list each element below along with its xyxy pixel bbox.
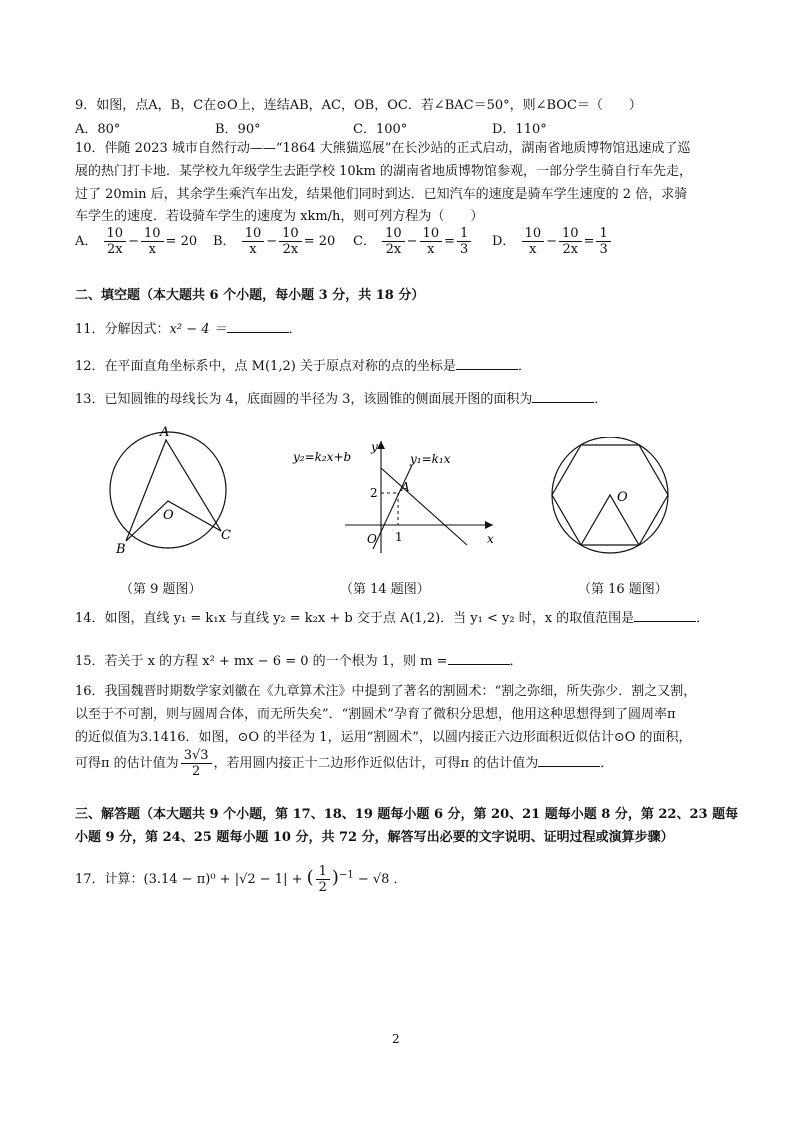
fig14-label-1: 1 [395, 530, 403, 544]
q11: 11．分解因式：x² − 4 ＝ ． [75, 319, 302, 339]
q10-line3: 过了 20min 后，其余学生乘汽车出发，结果他们同时到达．已知汽车的速度是骑车学生速度的 2 倍，求骑 [75, 187, 688, 202]
q16-line4: 可得π 的估计值为 $\frac{3√3}{2}$ ，若用圆内接正十二边形作近似估计，可得π 的估计值为 ． [75, 748, 614, 779]
q14-answer-blank[interactable] [634, 608, 696, 622]
q12: 12．在平面直角坐标系中，点 M(1,2) 关于原点对称的点的坐标是 ． [75, 356, 531, 376]
section-2-heading: 二、填空题（本大题共 6 个小题，每小题 3 分，共 18 分） [75, 288, 425, 303]
q11-answer-blank[interactable] [227, 319, 289, 333]
q15-answer-blank[interactable] [448, 651, 510, 665]
q12-answer-blank[interactable] [456, 356, 518, 370]
q10-line4: 车学生的速度．若设骑车学生的速度为 xkm/h，则可列方程为（ ） [75, 209, 484, 224]
q13: 13．已知圆锥的母线长为 4，底面圆的半径为 3，该圆锥的侧面展开图的面积为 ． [75, 389, 607, 409]
fig14-label-2: 2 [370, 486, 378, 500]
figure-14 [285, 435, 505, 555]
fig14-label-o: O [367, 532, 377, 546]
q16-line3: 的近似值为3.1416．如图，⊙O 的半径为 1，运用“割圆术”，以圆内接正六边形面积近似估计⊙O 的面积， [75, 730, 692, 745]
fig9-label-b: B [116, 542, 126, 557]
section-3-heading-line1: 三、解答题（本大题共 9 个小题，第 17、18、19 题每小题 6 分，第 20、21 题每小题 8 分，第 22、23 题每 [75, 807, 739, 822]
q9-stem: 9．如图，点A，B，C在⊙O上，连结AB，AC，OB，OC．若∠BAC＝50°，则∠BOC＝（ ） [75, 98, 642, 113]
fig14-caption: （第 14 题图） [340, 582, 430, 597]
fig9-label-o: O [163, 508, 174, 523]
q9-option-a: A．80° [75, 122, 121, 137]
figure-16 [545, 437, 675, 567]
fig14-label-y2: y₂=k₂x+b [293, 450, 352, 464]
q9-option-b: B．90° [215, 122, 261, 137]
q14: 14．如图，直线 y₁ = k₁x 与直线 y₂ = k₂x + b 交于点 A(1,2)．当 y₁ < y₂ 时，x 的取值范围是 ． [75, 608, 709, 628]
q13-answer-blank[interactable] [532, 389, 594, 403]
q10-option-d: D． $\frac{10}{x}$ − $\frac{10}{2x}$ = $\frac{1}{3}$ [492, 226, 613, 257]
q17: 17．计算：(3.14 − π)⁰ + |√2 − 1| + ( $\frac{1}{2}$ )$^{-1}$ − √8 ． [75, 864, 407, 895]
fig16-caption: （第 16 题图） [578, 582, 668, 597]
fig16-label-o: O [617, 490, 628, 505]
section-3-heading-line2: 小题 9 分，第 24、25 题每小题 10 分，共 72 分，解答写出必要的文字说明、证明过程或演算步骤） [75, 830, 674, 845]
q9-option-d: D．110° [492, 122, 547, 137]
q16-line2: 以至于不可割，则与圆周合体，而无所失矣”．“割圆术”孕育了微积分思想，他用这种思想得到了圆周率π [75, 707, 676, 722]
fig14-label-a: A [401, 480, 410, 494]
fig9-caption: （第 9 题图） [120, 582, 202, 597]
fig9-label-a: A [160, 425, 170, 440]
q15: 15．若关于 x 的方程 x² + mx − 6 = 0 的一个根为 1，则 m = ． [75, 651, 523, 671]
fig14-label-x: x [487, 532, 494, 546]
q10-line1: 10．伴随 2023 城市自然行动——“1864 大熊猫巡展”在长沙站的正式启动，湖南省地质博物馆迅速成了巡 [75, 141, 691, 156]
q10-line2: 展的热门打卡地．某学校九年级学生去距学校 10km 的湖南省地质博物馆参观，一部分学生骑自行车先走， [75, 164, 693, 179]
q10-option-c: C． $\frac{10}{2x}$ − $\frac{10}{x}$ = $\frac{1}{3}$ [353, 226, 473, 257]
q9-option-c: C．100° [353, 122, 408, 137]
fig9-label-c: C [221, 528, 231, 543]
fig14-label-y1: y₁=k₁x [410, 452, 451, 466]
page-number: 2 [392, 1032, 400, 1046]
figure-9 [100, 420, 240, 560]
q16-line1: 16．我国魏晋时期数学家刘徽在《九章算术注》中提到了著名的割圆术：“割之弥细，所失弥少．割之又割， [75, 684, 697, 699]
fig14-label-y: y [371, 440, 378, 454]
q10-option-b: B． $\frac{10}{x}$ − $\frac{10}{2x}$ = 20 [213, 226, 336, 257]
q16-answer-blank[interactable] [538, 753, 600, 767]
q10-option-a: A． $\frac{10}{2x}$ − $\frac{10}{x}$ = 20 [75, 226, 198, 257]
